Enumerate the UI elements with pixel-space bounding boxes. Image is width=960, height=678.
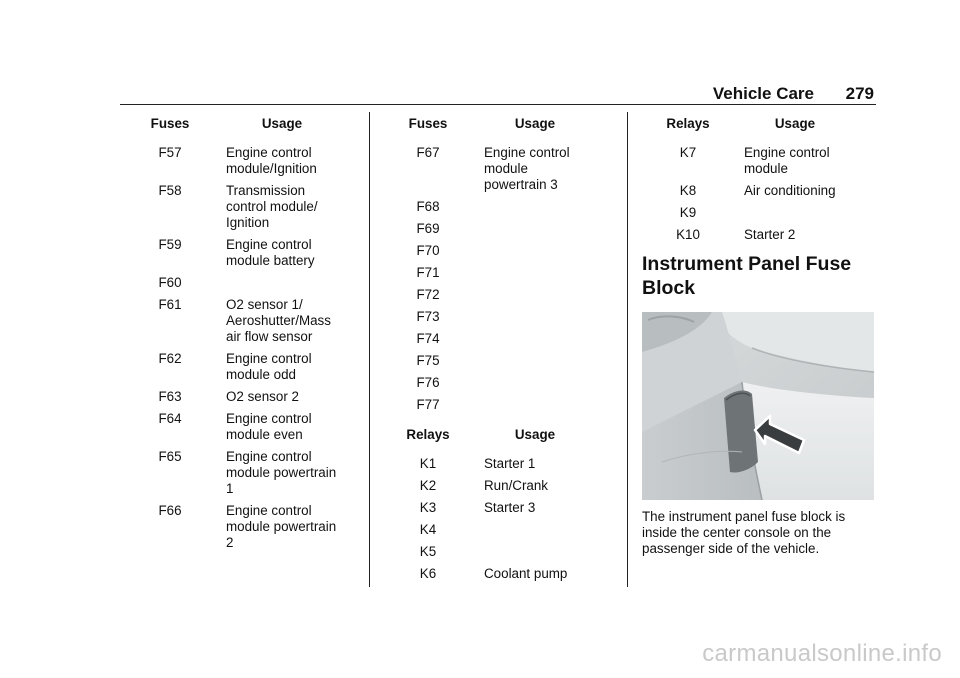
column-header-fuses: Fuses xyxy=(408,116,448,131)
component-id: K8 xyxy=(679,183,697,198)
component-usage: Starter 2 xyxy=(744,227,796,242)
table-row xyxy=(122,297,346,351)
component-usage: Engine control module/Ignition xyxy=(226,145,317,176)
component-id: F65 xyxy=(158,449,182,464)
component-id: F69 xyxy=(416,221,440,236)
component-usage: Engine control module even xyxy=(226,411,312,442)
relay-table xyxy=(640,116,854,249)
table-row xyxy=(640,145,854,183)
fuse-block-location-illustration xyxy=(642,312,874,500)
table-row xyxy=(380,331,594,353)
component-id: F64 xyxy=(158,411,182,426)
component-usage: Coolant pump xyxy=(484,566,568,581)
component-usage xyxy=(476,199,594,221)
component-id: F62 xyxy=(158,351,182,366)
table-row xyxy=(380,544,594,566)
table-row xyxy=(380,375,594,397)
component-usage xyxy=(736,205,854,227)
table-row xyxy=(380,199,594,221)
column-header-usage: Usage xyxy=(774,116,816,131)
column-header-usage: Usage xyxy=(514,116,556,131)
column-header-fuses: Fuses xyxy=(150,116,190,131)
component-usage xyxy=(476,243,594,265)
component-usage: Starter 1 xyxy=(484,456,536,471)
component-usage xyxy=(476,522,594,544)
table-row xyxy=(380,309,594,331)
page-header xyxy=(120,84,876,105)
component-usage: Engine control module xyxy=(744,145,830,176)
table-row xyxy=(122,183,346,237)
table-row xyxy=(640,205,854,227)
component-usage: Engine control module powertrain 3 xyxy=(484,145,570,192)
column-header-usage: Usage xyxy=(261,116,303,131)
column-3 xyxy=(640,116,876,249)
component-id: F57 xyxy=(158,145,182,160)
component-usage: Engine control module battery xyxy=(226,237,315,268)
component-id: F76 xyxy=(416,375,440,390)
component-id: F73 xyxy=(416,309,440,324)
relay-table xyxy=(380,427,594,588)
table-row xyxy=(640,183,854,205)
component-usage: O2 sensor 1/ Aeroshutter/Mass air flow sensor xyxy=(226,297,331,344)
component-id: F60 xyxy=(158,275,182,290)
component-id: F70 xyxy=(416,243,440,258)
component-usage xyxy=(476,221,594,243)
component-usage xyxy=(476,287,594,309)
table-row xyxy=(122,145,346,183)
component-id: K7 xyxy=(679,145,697,160)
component-usage: Engine control module odd xyxy=(226,351,312,382)
component-id: K6 xyxy=(419,566,437,581)
table-row xyxy=(122,411,346,449)
table-row xyxy=(122,449,346,503)
table-row xyxy=(380,145,594,199)
fuse-table xyxy=(380,116,594,419)
table-row xyxy=(122,275,346,297)
table-row xyxy=(380,243,594,265)
table-row xyxy=(122,237,346,275)
component-id: F75 xyxy=(416,353,440,368)
component-usage xyxy=(476,375,594,397)
table-row xyxy=(640,227,854,249)
component-usage xyxy=(218,275,346,297)
column-divider xyxy=(627,112,628,587)
column-header-relays: Relays xyxy=(666,116,710,131)
component-id: F72 xyxy=(416,287,440,302)
component-id: K10 xyxy=(676,227,700,242)
component-usage: Starter 3 xyxy=(484,500,536,515)
column-header-relays: Relays xyxy=(406,427,450,442)
section-caption: The instrument panel fuse block is inside the center console on the passenger side of the vehicle. xyxy=(642,509,846,556)
fuse-table xyxy=(122,116,346,557)
component-id: K5 xyxy=(419,544,437,559)
column-header-usage: Usage xyxy=(514,427,556,442)
component-usage xyxy=(476,309,594,331)
component-id: K1 xyxy=(419,456,437,471)
section-title: Instrument Panel Fuse Block xyxy=(642,253,852,299)
table-row xyxy=(122,389,346,411)
component-id: F68 xyxy=(416,199,440,214)
component-usage: Engine control module powertrain 1 xyxy=(226,449,337,496)
component-id: K3 xyxy=(419,500,437,515)
table-row xyxy=(380,566,594,588)
component-usage xyxy=(476,265,594,287)
component-usage xyxy=(476,544,594,566)
table-row xyxy=(380,353,594,375)
table-row xyxy=(122,503,346,557)
header-section-title: Vehicle Care xyxy=(712,84,814,103)
component-usage xyxy=(476,331,594,353)
table-row xyxy=(122,351,346,389)
component-usage: O2 sensor 2 xyxy=(226,389,299,404)
component-usage xyxy=(476,353,594,375)
watermark: carmanualsonline.info xyxy=(702,640,942,667)
column-1 xyxy=(122,116,360,557)
table-row xyxy=(380,397,594,419)
component-id: K9 xyxy=(679,205,697,220)
component-id: F66 xyxy=(158,503,182,518)
table-row xyxy=(380,500,594,522)
component-usage: Run/Crank xyxy=(484,478,549,493)
page-number: 279 xyxy=(845,84,874,103)
component-usage: Air conditioning xyxy=(744,183,836,198)
component-id: F61 xyxy=(158,297,182,312)
component-id: F71 xyxy=(416,265,440,280)
table-row xyxy=(380,478,594,500)
component-id: F58 xyxy=(158,183,182,198)
table-row xyxy=(380,522,594,544)
component-id: F77 xyxy=(416,397,440,412)
component-id: F74 xyxy=(416,331,440,346)
table-row xyxy=(380,265,594,287)
component-id: F67 xyxy=(416,145,440,160)
table-row xyxy=(380,287,594,309)
column-2 xyxy=(380,116,616,588)
component-id: F63 xyxy=(158,389,182,404)
component-usage: Engine control module powertrain 2 xyxy=(226,503,337,550)
component-id: F59 xyxy=(158,237,182,252)
column-divider xyxy=(369,112,370,587)
table-row xyxy=(380,221,594,243)
table-row xyxy=(380,456,594,478)
component-id: K4 xyxy=(419,522,437,537)
component-usage: Transmission control module/ Ignition xyxy=(226,183,318,230)
component-id: K2 xyxy=(419,478,437,493)
component-usage xyxy=(476,397,594,419)
